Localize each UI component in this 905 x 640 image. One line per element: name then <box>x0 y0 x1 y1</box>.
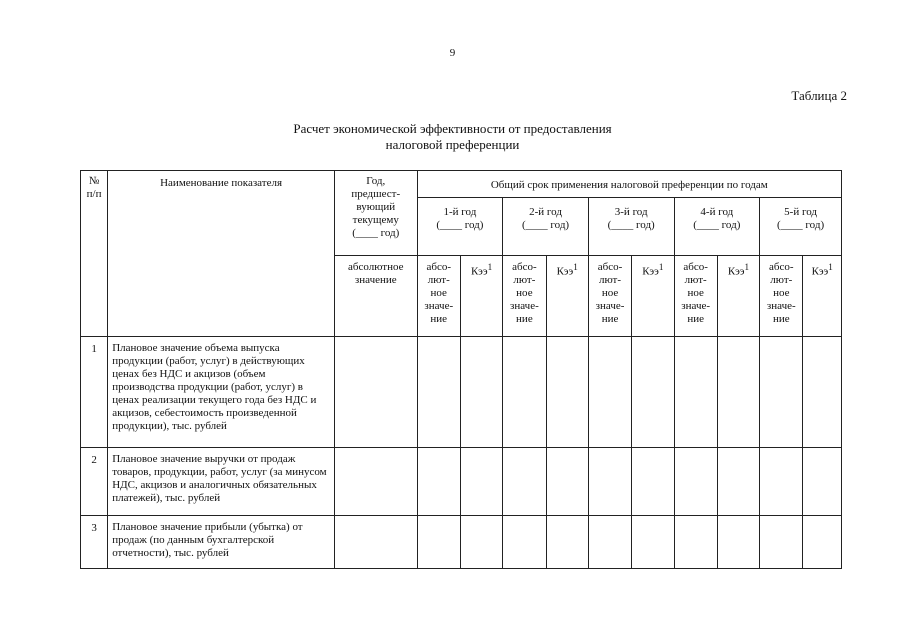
value-cell[interactable] <box>588 448 631 516</box>
year-label: 2-й год <box>529 206 562 218</box>
title-line-1: Расчет экономической эффективности от предоставления <box>293 121 612 136</box>
title-line-2: налоговой преференции <box>385 137 520 152</box>
header-kee: Кээ$^1$ <box>717 256 759 337</box>
header-prev-year: Год, предшест- вующий текущему (____ год) <box>334 171 417 256</box>
year-sub: (____ год) <box>607 219 655 231</box>
year-label: 1-й год <box>443 206 477 218</box>
value-cell[interactable] <box>334 448 417 516</box>
value-cell[interactable] <box>803 516 842 569</box>
value-cell[interactable] <box>503 448 546 516</box>
table-row <box>81 516 842 569</box>
table-row <box>81 337 842 448</box>
value-cell[interactable] <box>632 516 674 569</box>
header-abs-value: абсо- лют- ное значе- ние <box>503 256 546 337</box>
header-year-5 <box>760 198 842 256</box>
year-sub: (____ год) <box>693 219 741 231</box>
header-abs-value: абсо- лют- ное значе- ние <box>588 256 631 337</box>
row-number: 2 <box>81 448 108 516</box>
header-kee: Кээ$^1$ <box>632 256 674 337</box>
header-abs-value: абсо- лют- ное значе- ние <box>417 256 460 337</box>
row-number: 1 <box>81 337 108 448</box>
value-cell[interactable] <box>717 337 759 448</box>
header-year-1 <box>417 198 503 256</box>
row-indicator-name: Плановое значение выручки от продаж товаров, продукции, работ, услуг (за минусом НДС, акцизов и аналогичных обязательных платежей), тыс. рублей <box>108 448 335 516</box>
value-cell[interactable] <box>460 516 502 569</box>
year-sub: (____ год) <box>521 219 570 231</box>
year-sub: (____ год) <box>777 219 825 231</box>
value-cell[interactable] <box>503 516 546 569</box>
value-cell[interactable] <box>803 448 842 516</box>
value-cell[interactable] <box>417 448 460 516</box>
value-cell[interactable] <box>588 516 631 569</box>
value-cell[interactable] <box>334 337 417 448</box>
header-year-3 <box>588 198 674 256</box>
efficiency-table <box>80 170 842 569</box>
header-abs-value: абсо- лют- ное значе- ние <box>760 256 803 337</box>
value-cell[interactable] <box>674 448 717 516</box>
year-sub: (____ год) <box>436 219 484 231</box>
header-prev-abs-value: абсолютное значение <box>334 256 417 337</box>
header-year-4 <box>674 198 760 256</box>
document-title <box>0 121 905 153</box>
value-cell[interactable] <box>674 337 717 448</box>
value-cell[interactable] <box>503 337 546 448</box>
value-cell[interactable] <box>632 448 674 516</box>
value-cell[interactable] <box>417 337 460 448</box>
value-cell[interactable] <box>546 516 588 569</box>
header-abs-value: абсо- лют- ное значе- ние <box>674 256 717 337</box>
year-label: 5-й год <box>784 206 817 218</box>
header-kee: Кээ$^1$ <box>803 256 842 337</box>
header-kee: Кээ$^1$ <box>460 256 502 337</box>
value-cell[interactable] <box>632 337 674 448</box>
value-cell[interactable] <box>803 337 842 448</box>
value-cell[interactable] <box>334 516 417 569</box>
value-cell[interactable] <box>717 448 759 516</box>
value-cell[interactable] <box>546 448 588 516</box>
row-indicator-name: Плановое значение прибыли (убытка) от продаж (по данным бухгалтерской отчетности), тыс. рублей <box>108 516 335 569</box>
table-row <box>81 448 842 516</box>
row-indicator-name: Плановое значение объема выпуска продукции (работ, услуг) в действующих ценах без НДС и акцизов (объем производства продукции (работ, услуг) в ценах реализации текущего года без НДС и акцизов, себестоимость произведенной продукции), тыс. рублей <box>108 337 335 448</box>
table-label: Таблица 2 <box>791 88 847 103</box>
value-cell[interactable] <box>588 337 631 448</box>
value-cell[interactable] <box>417 516 460 569</box>
header-number: № п/п <box>81 171 108 337</box>
value-cell[interactable] <box>546 337 588 448</box>
header-indicator-name: Наименование показателя <box>108 171 335 337</box>
page-number: 9 <box>449 47 456 59</box>
header-year-2 <box>503 198 589 256</box>
header-total-term: Общий срок применения налоговой преференции по годам <box>417 171 841 198</box>
row-number: 3 <box>81 516 108 569</box>
header-kee: Кээ$^1$ <box>546 256 588 337</box>
value-cell[interactable] <box>760 337 803 448</box>
value-cell[interactable] <box>460 448 502 516</box>
value-cell[interactable] <box>760 448 803 516</box>
year-label: 3-й год <box>614 206 648 218</box>
value-cell[interactable] <box>674 516 717 569</box>
value-cell[interactable] <box>760 516 803 569</box>
value-cell[interactable] <box>460 337 502 448</box>
value-cell[interactable] <box>717 516 759 569</box>
year-label: 4-й год <box>700 206 734 218</box>
